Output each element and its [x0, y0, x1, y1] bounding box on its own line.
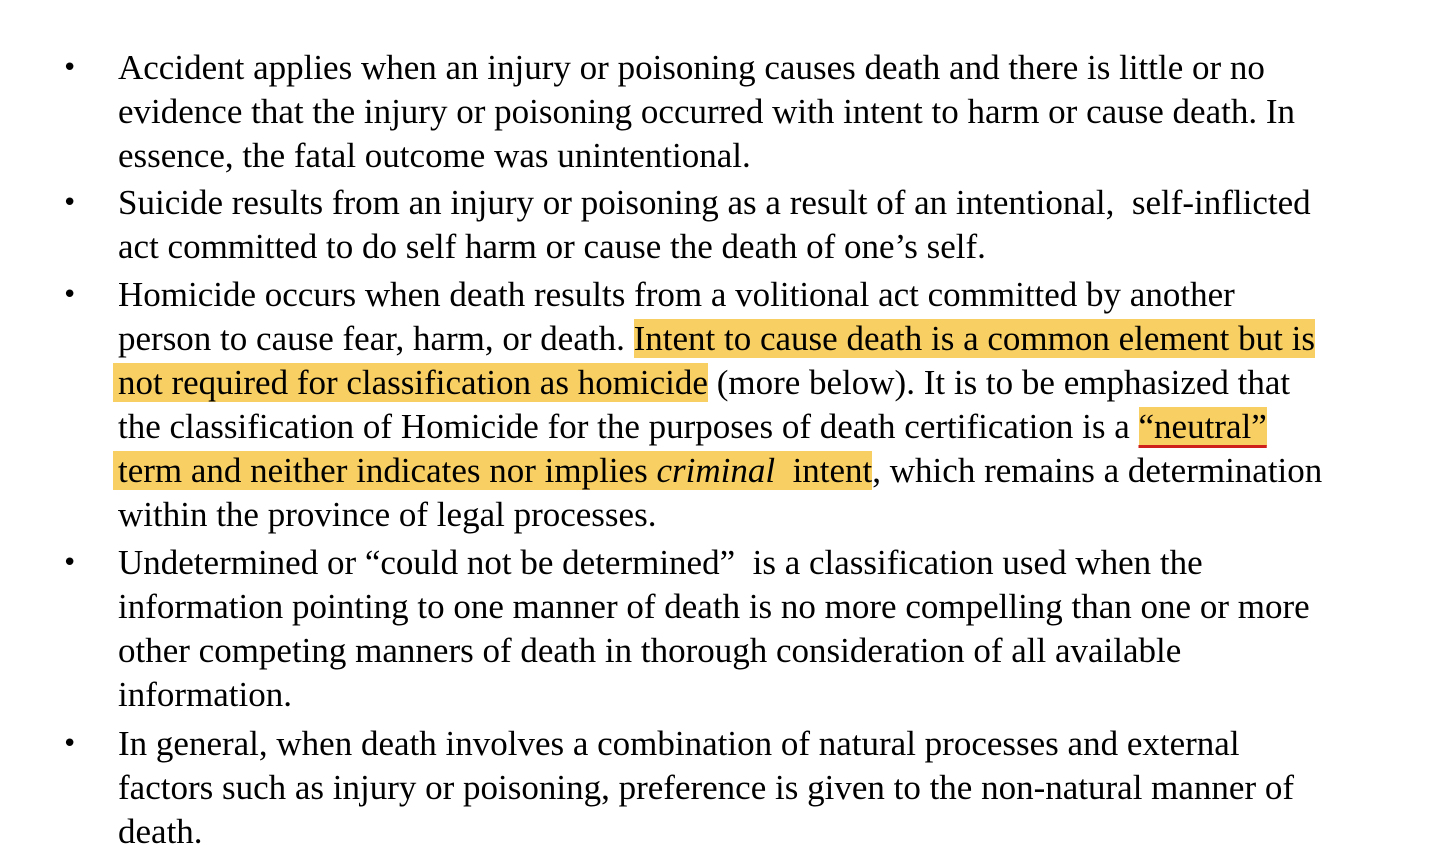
text-line: factors such as injury or poisoning, preference is given to the non-natural manner of: [118, 768, 1295, 807]
text-line: Accident applies when an injury or poisoning causes death and there is little or no: [118, 48, 1265, 87]
text-line: death.: [118, 812, 203, 851]
text-line: [118, 317, 1315, 361]
plain-text: (more below). It is to be emphasized that: [707, 363, 1291, 402]
bullet-dot: •: [62, 53, 78, 83]
text-line: other competing manners of death in thorough consideration of all available: [118, 631, 1182, 670]
text-line: evidence that the injury or poisoning occurred with intent to harm or cause death. In: [118, 92, 1295, 131]
text-line: Undetermined or “could not be determined” is a classification used when the: [118, 543, 1203, 582]
text-line: [118, 405, 1267, 449]
bullet-dot: •: [62, 729, 78, 759]
bullet-dot: •: [62, 280, 78, 310]
text-line: Homicide occurs when death results from a volitional act committed by another: [118, 275, 1235, 314]
highlighted-text: not required for classification as homicide: [113, 363, 708, 402]
highlighted-text: intent: [775, 451, 873, 490]
neutral-highlight-underlined: “neutral”: [1138, 407, 1267, 446]
highlighted-text: term and neither indicates nor implies: [113, 451, 656, 490]
text-line: [118, 449, 1322, 493]
bullet-dot: •: [62, 188, 78, 218]
text-line: information.: [118, 675, 292, 714]
text-line: essence, the fatal outcome was unintentional.: [118, 136, 751, 175]
text-line: [118, 361, 1290, 405]
plain-text: the classification of Homicide for the purposes of death certification is a: [118, 407, 1139, 446]
text-line: information pointing to one manner of death is no more compelling than one or more: [118, 587, 1310, 626]
text-line: within the province of legal processes.: [118, 495, 657, 534]
plain-text: person to cause fear, harm, or death.: [118, 319, 634, 358]
highlighted-italic-text: criminal: [656, 451, 776, 490]
plain-text: , which remains a determination: [872, 451, 1323, 490]
highlighted-text: Intent to cause death is a common element but is: [633, 319, 1315, 358]
text-line: In general, when death involves a combination of natural processes and external: [118, 724, 1240, 763]
text-line: act committed to do self harm or cause the death of one’s self.: [118, 227, 986, 266]
text-line: Suicide results from an injury or poisoning as a result of an intentional, self-inflicted: [118, 183, 1311, 222]
bullet-dot: •: [62, 548, 78, 578]
